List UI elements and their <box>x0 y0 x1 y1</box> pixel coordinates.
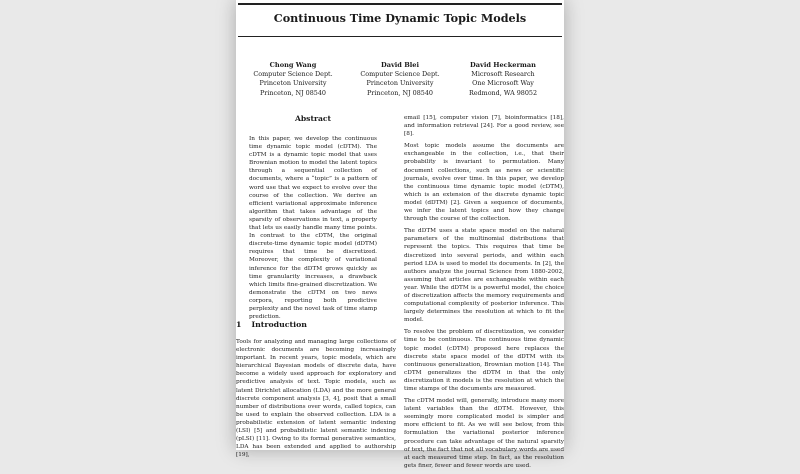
author-name: David Heckerman <box>470 61 536 69</box>
abstract-heading: Abstract <box>294 114 332 123</box>
author-name: David Blei <box>380 61 419 69</box>
paper-title: Continuous Time Dynamic Topic Models <box>273 11 527 25</box>
body-paragraph: The dDTM uses a state space model on the natural parameters of the multinomial distributions that represent the topics. This requires that time be discretized into several periods, and within each period LDA is used to model its documents. In [2], the authors analyze the journal Science from 1880-2002, assuming that articles are exchangeable within each year. While the dDTM is a powerful model, the choice of discretization affects the memory requirements and computational complexity of posterior inference. This largely determines the resolution at which to fit the model. <box>404 228 564 324</box>
author-address: Princeton, NJ 08540 <box>260 88 326 97</box>
author-block <box>348 61 452 98</box>
author-affiliation: Princeton University <box>259 79 327 88</box>
intro-paragraph: Tools for analyzing and managing large collections of electronic documents are becoming increasingly important. In recent years, topic models, which are hierarchical Bayesian models of discrete data, have become a widely used approach for exploratory and predictive analysis of text. Topic models, such as latent Dirichlet allocation (LDA) and the more general discrete component analysis [3, 4], posit that a small number of distributions over words, called topics, can be used to explain the observed collection. LDA is a probabilistic extension of latent semantic indexing (LSI) [5] and probabilistic latent semantic indexing (pLSI) [11]. Owing to its formal generative semantics, LDA has been extended and applied to authorship [19], <box>236 339 396 459</box>
body-paragraph: The cDTM model will, generally, introduce many more latent variables than the dDTM. However, this seemingly more complicated model is simpler and more efficient to fit. As we will see below, from this formulation the variational posterior inference procedure can take advantage of the natural sparsity of text, the fact that not all vocabulary words are used at each measured time step. In fact, as the resolution gets finer, fewer and fewer words are used. <box>404 398 564 469</box>
right-column <box>404 114 564 474</box>
author-affiliation: Princeton University <box>366 79 434 88</box>
section-number: 1 <box>236 320 242 329</box>
paper-page <box>236 0 564 469</box>
section-heading <box>236 320 317 329</box>
abstract-text: In this paper, we develop the continuous time dynamic topic model (cDTM). The cDTM is a dynamic topic model that uses Brownian motion to model the latent topics through a sequential collection of documents, where a “topic” is a pattern of word use that we expect to evolve over the course of the collection. We derive an efficient variational approximate inference algorithm that takes advantage of the sparsity of observations in text, a property that lets us easily handle many time points. In contrast to the cDTM, the original discrete-time dynamic topic model (dDTM) requires that time be discretized. Moreover, the complexity of variational inference for the dDTM grows quickly as time granularity increases, a drawback which limits fine-grained discretization. We demonstrate the cDTM on two news corpora, reporting both predictive perplexity and the novel task of time stamp prediction. <box>249 136 377 321</box>
author-affiliation: One Microsoft Way <box>472 79 534 88</box>
author-dept: Computer Science Dept. <box>253 70 333 79</box>
body-paragraph: Most topic models assume the documents are exchangeable in the collection, i.e., that their probability is invariant to permutation. Many document collections, such as news or scientific journals, evolve over time. In this paper, we develop the continuous time dynamic topic model (cDTM), which is an extension of the discrete dynamic topic model (dDTM) [2]. Given a sequence of documents, we infer the latent topics and how they change through the course of the collection. <box>404 143 564 223</box>
body-paragraph: To resolve the problem of discretization, we consider time to be continuous. The continuous time dynamic topic model (cDTM) proposed here replaces the discrete state space model of the dDTM with its continuous generalization, Brownian motion [14]. The cDTM generalizes the dDTM in that the only discretization it models is the resolution at which the time stamps of the documents are measured. <box>404 329 564 392</box>
author-block <box>241 61 345 98</box>
author-name: Chong Wang <box>269 61 317 69</box>
section-title: Introduction <box>251 320 307 329</box>
intro-text <box>236 338 396 459</box>
author-dept: Microsoft Research <box>471 70 535 79</box>
body-paragraph: email [15], computer vision [7], bioinformatics [18], and information retrieval [24]. For a good review, see [8]. <box>404 115 564 138</box>
top-rule <box>238 3 562 5</box>
author-block <box>451 61 555 98</box>
author-address: Princeton, NJ 08540 <box>367 88 433 97</box>
author-dept: Computer Science Dept. <box>360 70 440 79</box>
author-address: Redmond, WA 98052 <box>468 88 538 97</box>
title-rule <box>238 36 562 37</box>
